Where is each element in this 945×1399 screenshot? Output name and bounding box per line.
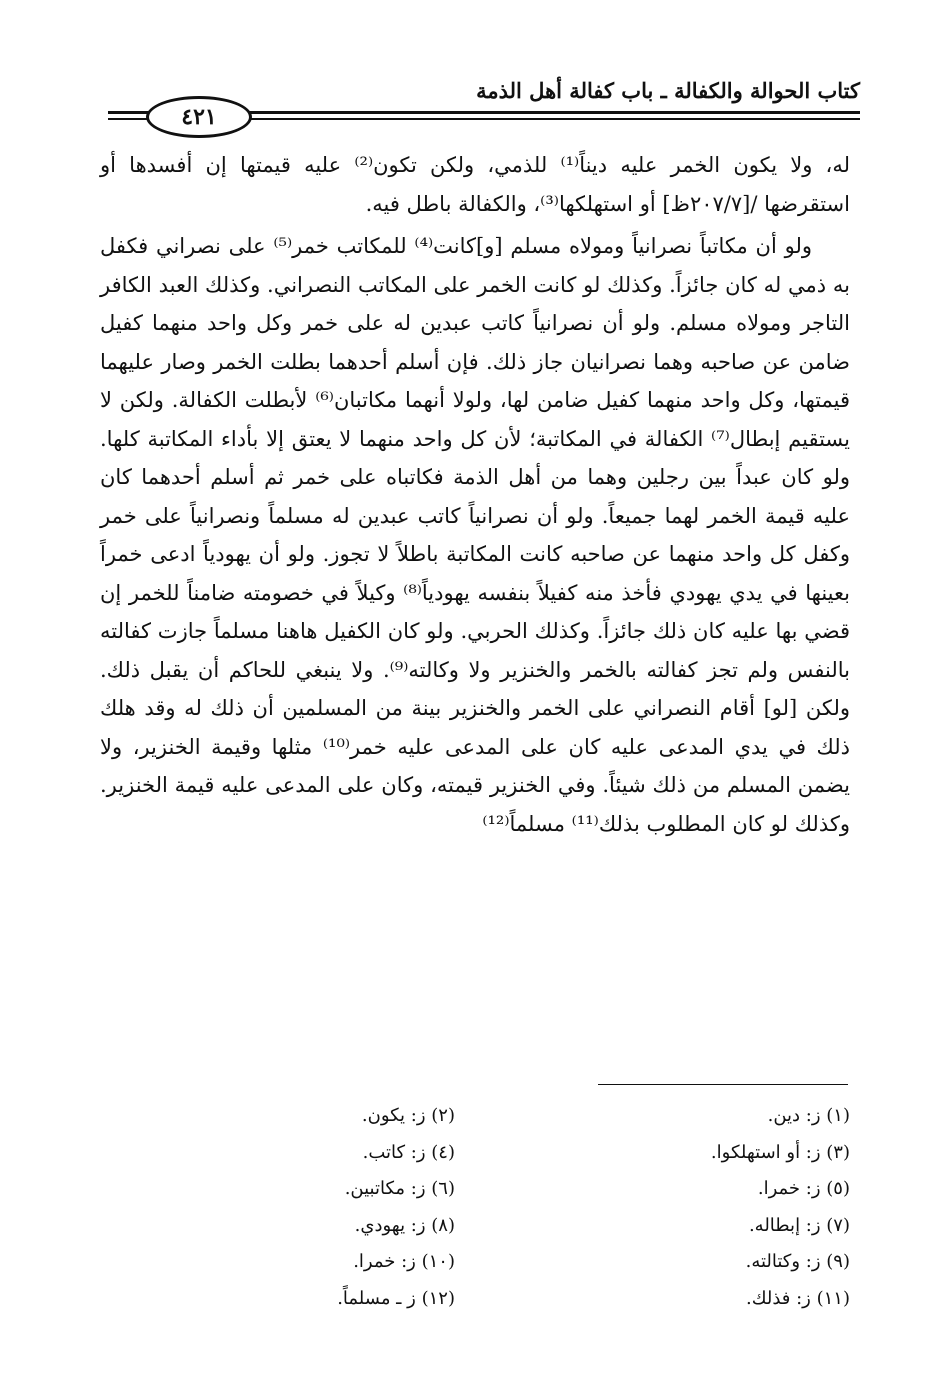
footnote-3: (٣) ز: أو استهلكوا. bbox=[710, 1141, 850, 1163]
footnote-6: (٦) ز: مكاتبين. bbox=[344, 1178, 455, 1199]
main-text bbox=[100, 146, 850, 843]
footnote-10: (١٠) ز: خمرا. bbox=[353, 1251, 455, 1272]
footnotes bbox=[100, 1098, 850, 1317]
footnote-2: (٢) ز: يكون. bbox=[361, 1105, 455, 1126]
running-title: كتاب الحوالة والكفالة ـ باب كفالة أهل الذمة bbox=[476, 78, 860, 103]
paragraph-1: له، ولا يكون الخمر عليه ديناً⁽¹⁾ للذمي، ولكن تكون⁽²⁾ عليه قيمتها إن أفسدها أو استقرضها /[٢٠٧/٧ظ] أو استهلكها⁽³⁾، والكفالة باطل فيه. bbox=[100, 153, 850, 216]
paragraph-2: ولو أن مكاتباً نصرانياً ومولاه مسلم [و]كانت⁽⁴⁾ للمكاتب خمر⁽⁵⁾ على نصراني فكفل به ذمي له كان جائزاً. وكذلك لو كانت الخمر على المكاتب النصراني. وكذلك العبد الكافر التاجر ومولاه مسلم. ولو أن نصرانياً كاتب عبدين له على خمر وكل واحد منهما كفيل ضامن عن صاحبه وهما نصرانيان جاز ذلك. فإن أسلم أحدهما بطلت الخمر وصار عليهما قيمتها، وكل واحد منهما كفيل ضامن لها، ولولا أنهما مكاتبان⁽⁶⁾ لأبطلت الكفالة. ولكن لا يستقيم إبطال⁽⁷⁾ الكفالة في المكاتبة؛ لأن كل واحد منهما لا يعتق إلا بأداء المكاتبة كلها. ولو كان عبداً بين رجلين وهما من أهل الذمة فكاتباه على خمر ثم أسلم أحدهما كان عليه قيمة الخمر لهما جميعاً. ولو أن نصرانياً كاتب عبدين له مسلماً ونصرانياً على خمر وكفل كل واحد منهما عن صاحبه كانت المكاتبة باطلاً لا تجوز. ولو أن يهودياً ادعى خمراً بعينها في يدي يهودي فأخذ منه كفيلاً بنفسه يهودياً⁽⁸⁾ وكيلاً في خصومته ضامناً للخمر إن قضي بها عليه كان ذلك جائزاً. وكذلك الحربي. ولو كان الكفيل هاهنا مسلماً جازت كفالته بالنفس ولم تجز كفالته بالخمر والخنزير ولا وكالته⁽⁹⁾. ولا ينبغي للحاكم أن يقبل ذلك. ولكن [لو] أقام النصراني على الخمر والخنزير بينة من المسلمين أن ذلك له وقد هلك ذلك في يدي المدعى عليه كان على المدعى عليه خمر⁽¹⁰⁾ مثلها وقيمة الخنزير، ولا يضمن المسلم من ذلك شيئاً. وفي الخنزير قيمته، وكان على المدعى عليه قيمة الخنزير. وكذلك لو كان المطلوب بذلك⁽¹¹⁾ مسلماً⁽¹²⁾ bbox=[100, 234, 851, 836]
footnote-5: (٥) ز: خمرا. bbox=[757, 1178, 850, 1199]
footnote-8: (٨) ز: يهودي. bbox=[354, 1214, 455, 1236]
footnote-12: (١٢) ز ـ مسلماً. bbox=[337, 1287, 455, 1309]
footnote-11: (١١) ز: فذلك. bbox=[745, 1287, 850, 1309]
footnote-7: (٧) ز: إبطاله. bbox=[748, 1214, 850, 1236]
footnote-1: (١) ز: دين. bbox=[767, 1105, 850, 1126]
footnote-9: (٩) ز: وكتالته. bbox=[745, 1251, 850, 1272]
page-number-badge bbox=[146, 96, 252, 138]
footnote-separator bbox=[598, 1084, 848, 1085]
page-header bbox=[108, 78, 860, 128]
footnote-4: (٤) ز: كاتب. bbox=[362, 1141, 455, 1163]
page-number: ٤٢١ bbox=[181, 104, 217, 130]
